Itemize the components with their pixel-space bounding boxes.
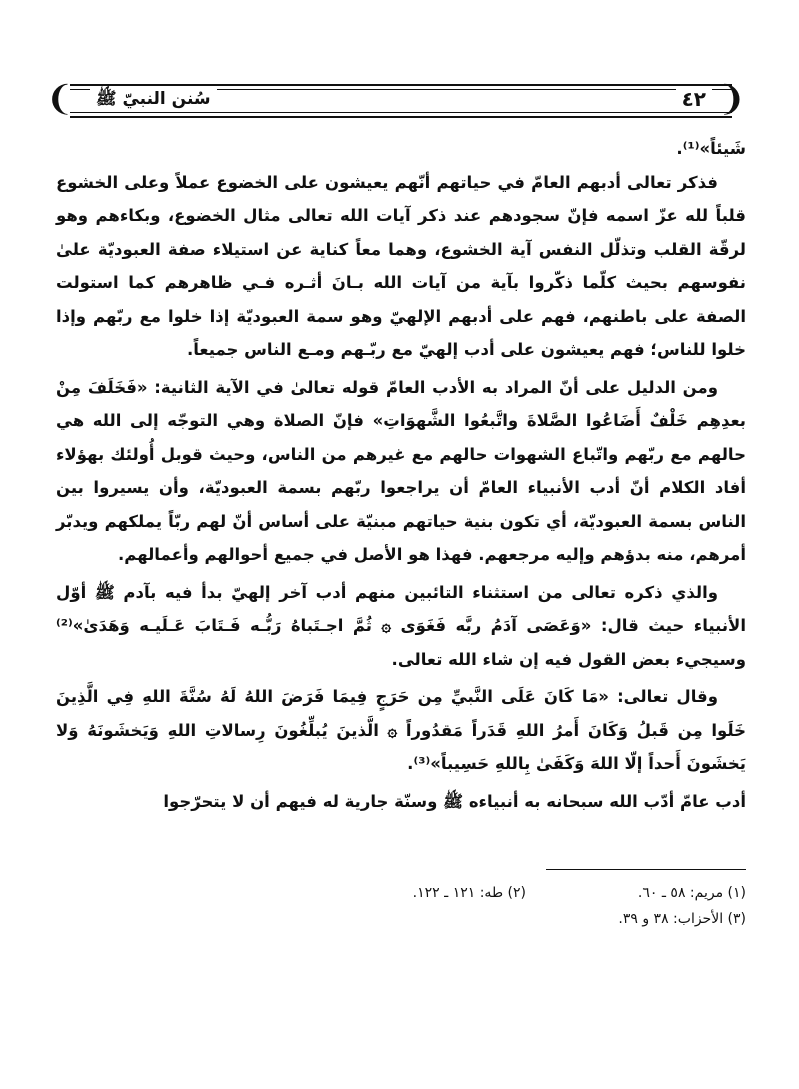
main-text (56, 132, 746, 818)
paragraph: وقال تعالى: «مَا كَانَ عَلَى النَّبيِّ مِن حَرَجٍ فِيمَا فَرَضَ اللهُ لَهُ سُنَّةَ اللهِ فِي الَّذِينَ خَلَوا مِن قَبلُ وَكَانَ أَمرُ اللهِ قَدَراً مَقدُوراً ۞ الَّذينَ يُبلِّغُونَ رِسالاتِ اللهِ وَيَخشَونَهُ وَلا يَخشَونَ أَحداً إلّا اللهَ وَكَفَىٰ بِاللهِ حَسِيباً»⁽³⁾. (56, 687, 746, 773)
paragraph: أدب عامّ أدّب الله سبحانه به أنبياءه ﷺ وسنّة جارية له فيهم أن لا يتحرّجوا (163, 791, 746, 811)
paragraph: والذي ذكره تعالى من استثناء التائبين منهم أدب آخر إلهيّ بدأ فيه بآدم ﷺ أوّل الأنبياء حيث قال: «وَعَصَى آدَمُ ربَّه فَغَوَى ۞ ثُمَّ اجـتَباهُ رَبُّـه فَـتَابَ عَـلَيـه وَهَدَىٰ»⁽²⁾ وسيجيء بعض القول فيه إن شاء الله تعالى. (56, 582, 746, 669)
paragraph: ومن الدليل على أنّ المراد به الأدب العامّ قوله تعالىٰ في الآية الثانية: «فَخَلَفَ مِنْ بعدِهِم خَلْفٌ أَضَاعُوا الصَّلاةَ واتَّبعُوا الشَّهوَاتِ» فإنّ الصلاة وهي التوجّه إلى الله هي حالهم مع ربّهم واتّباع الشهوات حالهم مع غيرهم من الناس، وحيث قوبل أُولئك بهؤلاء أفاد الكلام أنّ أدب الأنبياء العامّ أن يراجعوا ربّهم بسمة العبوديّة، وأن يسيروا بين الناس بسمة العبوديّة، أي تكون بنية حياتهم مبنيّة على أساس أنّ لهم ربّاً يملكهم ويدبّر أمرهم، منه بدؤهم وإليه مرجعهم. فهذا هو الأصل في جميع أحوالهم وأعمالهم. (56, 377, 746, 564)
footnote-row (56, 880, 746, 906)
header-ornament-left-icon: ❩ (45, 79, 74, 119)
page-number: ٤٢ (676, 87, 712, 111)
book-page (45, 74, 746, 1074)
footnote: (٣) الأحزاب: ٣٨ و ٣٩. (618, 911, 746, 927)
paragraph-continuation: شَيئاً»⁽¹⁾. (676, 139, 746, 158)
footnotes (56, 880, 746, 932)
footnote: (١) مريم: ٥٨ ـ ٦٠. (637, 885, 746, 901)
running-title: سُنن النبيّ ﷺ (90, 87, 217, 111)
paragraph: فذكر تعالى أدبهم العامّ في حياتهم أنّهم يعيشون على الخضوع عملاً وعلى الخشوع قلباً لله عزّ اسمه فإنّ سجودهم عند ذكر آيات الله تعالى مثال الخضوع، وبكاءهم وهو لرقّة القلب وتذلّل النفس آية الخشوع، وهما معاً كناية عن استيلاء صفة العبوديّة علىٰ نفوسهم بحيث كلّما ذكّروا بآية من آيات الله بـانَ أثـره فـي ظاهرهم كما استولت الصفة على باطنهم، فهم على أدبهم الإلهيّ وهو سمة العبوديّة إذا خلوا مع ربّهم وإذا خلوا للناس؛ فهم يعيشون على أدب إلهيّ مع ربّـهم ومـع الناس جميعاً. (56, 172, 746, 359)
footnote-separator (546, 869, 746, 870)
footnote-row (56, 906, 746, 932)
header-ornament-right-icon: ❨ (717, 79, 746, 119)
footnote: (٢) طه: ١٢١ ـ ١٢٢. (412, 885, 526, 901)
running-header (45, 79, 746, 120)
